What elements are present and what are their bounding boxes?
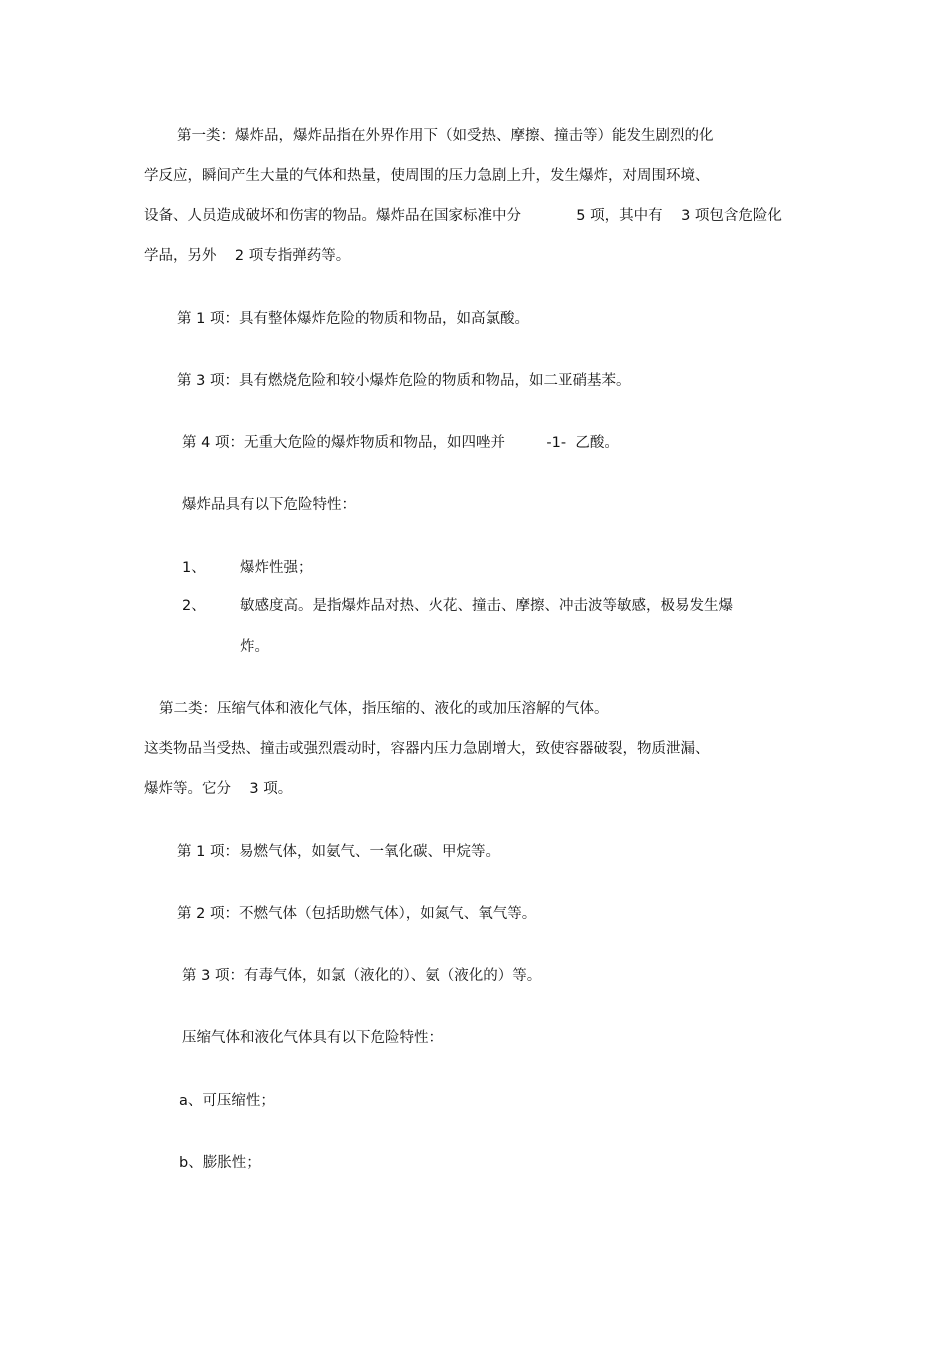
class1-paragraph-line-4: 学品，另外 2 项专指弹药等。 — [144, 248, 351, 264]
class1-paragraph-line-2: 学反应，瞬间产生大量的气体和热量，使周围的压力急剧上升，发生爆炸，对周围环境、 — [144, 168, 710, 184]
class2-item-3: 第 3 项：有毒气体，如氯（液化的）、氨（液化的）等。 — [182, 968, 542, 984]
class2-item-2: 第 2 项：不燃气体（包括助燃气体），如氮气、氧气等。 — [177, 906, 537, 922]
class1-paragraph-line-3: 设备、人员造成破坏和伤害的物品。爆炸品在国家标准中分 5 项，其中有 3 项包含危险化 — [144, 208, 782, 224]
class2-paragraph-line-2: 这类物品当受热、撞击或强烈震动时，容器内压力急剧增大，致使容器破裂，物质泄漏、 — [144, 741, 710, 757]
class1-item-3: 第 3 项：具有燃烧危险和较小爆炸危险的物质和物品，如二亚硝基苯。 — [177, 373, 631, 389]
class1-hazard-2-continuation: 炸。 — [240, 639, 269, 655]
class1-hazard-2-number: 2、 — [182, 598, 206, 614]
class2-paragraph-line-1: 第二类：压缩气体和液化气体，指压缩的、液化的或加压溶解的气体。 — [159, 701, 609, 717]
class1-hazard-1-number: 1、 — [182, 560, 206, 576]
class2-hazard-a: a、可压缩性； — [179, 1093, 275, 1109]
class2-hazard-heading: 压缩气体和液化气体具有以下危险特性： — [182, 1030, 443, 1046]
class2-hazard-b: b、膨胀性； — [179, 1155, 261, 1171]
class2-item-1: 第 1 项：易燃气体，如氨气、一氧化碳、甲烷等。 — [177, 844, 500, 860]
class1-hazard-heading: 爆炸品具有以下危险特性： — [182, 497, 356, 513]
class1-item-4: 第 4 项：无重大危险的爆炸物质和物品，如四唑并 -1- 乙酸。 — [182, 435, 619, 451]
class1-paragraph-line-1: 第一类：爆炸品，爆炸品指在外界作用下（如受热、摩擦、撞击等）能发生剧烈的化 — [177, 128, 714, 144]
class1-item-1: 第 1 项：具有整体爆炸危险的物质和物品，如高氯酸。 — [177, 311, 529, 327]
class2-paragraph-line-3: 爆炸等。它分 3 项。 — [144, 781, 293, 797]
class1-hazard-1-text: 爆炸性强； — [240, 560, 313, 576]
class1-hazard-2-text: 敏感度高。是指爆炸品对热、火花、撞击、摩擦、冲击波等敏感，极易发生爆 — [240, 598, 733, 614]
